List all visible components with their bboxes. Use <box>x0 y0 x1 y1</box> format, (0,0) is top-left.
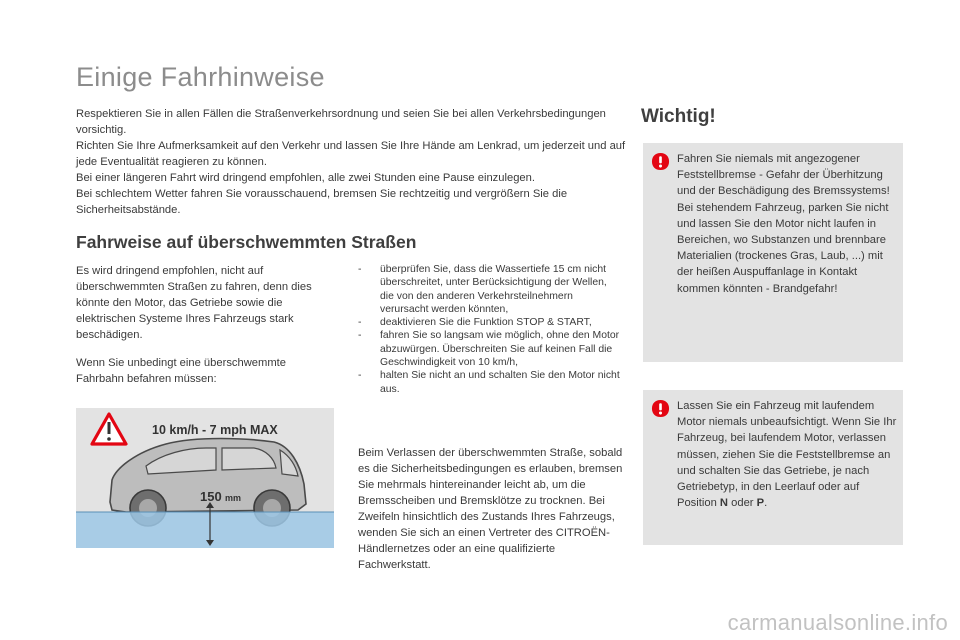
paragraph-after-flood: Beim Verlassen der überschwemmten Straße, sobald es die Sicherheitsbedingungen es erlauben, bremsen Sie mehrmals hintereinander leicht ab, um die Bremsscheiben und Bremsklötze zu trocknen. Bei Zweifeln hinsichtlich des Zustands Ihres Fahrzeugs, wenden Sie sich an einen Vertreter des CITROËN-Händlernetzes oder an eine qualifizierte Fachwerkstatt. <box>358 447 623 571</box>
list-dash: - <box>358 264 362 275</box>
list-item-text: fahren Sie so langsam wie möglich, ohne den Motor abzuwürgen. Überschreiten Sie auf keinen Fall die Geschwindigkeit von 10 km/h, <box>380 330 620 369</box>
intro-paragraph: Richten Sie Ihre Aufmerksamkeit auf den Verkehr und lassen Sie Ihre Hände am Lenkrad, um jederzeit und auf jede Eventualität reagieren zu können. <box>76 140 626 168</box>
flooded-road-illustration <box>76 408 334 548</box>
list-dash: - <box>358 370 362 382</box>
list-item <box>358 316 623 329</box>
list-item-text: deaktivieren Sie die Funktion STOP & START, <box>380 317 592 329</box>
list-item <box>358 369 623 396</box>
intro-paragraph: Respektieren Sie in allen Fällen die Straßenverkehrsordnung und seien Sie bei allen Verkehrsbedingungen vorsichtig. <box>76 108 606 136</box>
warning-text-part: Lassen Sie ein Fahrzeug mit laufendem Motor niemals unbeaufsichtigt. Wenn Sie Ihr Fahrzeug, bei laufendem Motor, verlassen müssen, ziehen Sie die Feststellbremse an und schalten Sie das Getriebe, je nach Getriebetyp, in den Leerlauf oder auf Position <box>677 400 897 510</box>
exclamation-warning-icon <box>651 399 670 418</box>
list-dash: - <box>358 330 362 342</box>
intro-text <box>76 106 631 218</box>
list-item-text: überprüfen Sie, dass die Wassertiefe 15 cm nicht überschreitet, unter Berücksichtigung der Wellen, die von den anderen Verkehrsteilnehmern verursacht werden könnten, <box>380 264 607 315</box>
watermark: carmanualsonline.info <box>727 610 948 635</box>
list-item <box>358 329 623 369</box>
depth-value: 150 <box>200 489 222 504</box>
important-heading: Wichtig! <box>641 106 716 127</box>
warning-text-part: . <box>764 497 768 510</box>
depth-unit: mm <box>225 493 242 503</box>
water-level <box>76 512 334 548</box>
list-item-text: halten Sie nicht an und schalten Sie den Motor nicht aus. <box>380 370 620 395</box>
warning-triangle-icon <box>92 414 126 444</box>
warning-text <box>677 398 899 511</box>
left-column <box>76 263 332 399</box>
list-dash: - <box>358 317 362 329</box>
warning-box-parking-brake <box>643 143 903 362</box>
gear-position-n: N <box>719 497 729 510</box>
intro-paragraph: Bei einer längeren Fahrt wird dringend empfohlen, alle zwei Stunden eine Pause einzulegen. <box>76 172 535 184</box>
warning-text: Fahren Sie niemals mit angezogener Feststellbremse - Gefahr der Überhitzung und der Beschädigung des Bremssystems! Bei stehendem Fahrzeug, parken Sie nicht und lassen Sie den Motor nicht laufen in Bereichen, wo Substanzen und brennbare Materialien (trockenes Gras, Laub, ...) mit der heißen Auspuffanlage in Kontakt kommen könnten - Brandgefahr! <box>677 153 890 295</box>
speed-limit-label: 10 km/h - 7 mph MAX <box>152 423 278 437</box>
exclamation-warning-icon <box>651 152 670 171</box>
page-title: Einige Fahrhinweise <box>76 62 325 92</box>
warning-box-running-engine <box>643 390 903 545</box>
warning-text-part: oder <box>728 497 757 510</box>
bullet-list <box>358 263 623 396</box>
intro-paragraph: Bei schlechtem Wetter fahren Sie vorausschauend, bremsen Sie rechtzeitig und vergrößern Sie die Sicherheitsabstände. <box>76 188 568 216</box>
paragraph-recommendation: Es wird dringend empfohlen, nicht auf überschwemmten Straßen zu fahren, denn dies könnte den Motor, das Getriebe sowie die elektrischen Systeme Ihres Fahrzeugs stark beschädigen. <box>76 265 312 341</box>
section-heading: Fahrweise auf überschwemmten Straßen <box>76 232 417 252</box>
gear-position-p: P <box>756 497 765 510</box>
car-in-water-graphic <box>76 408 334 548</box>
list-item <box>358 263 623 316</box>
paragraph-condition: Wenn Sie unbedingt eine überschwemmte Fahrbahn befahren müssen: <box>76 357 286 385</box>
